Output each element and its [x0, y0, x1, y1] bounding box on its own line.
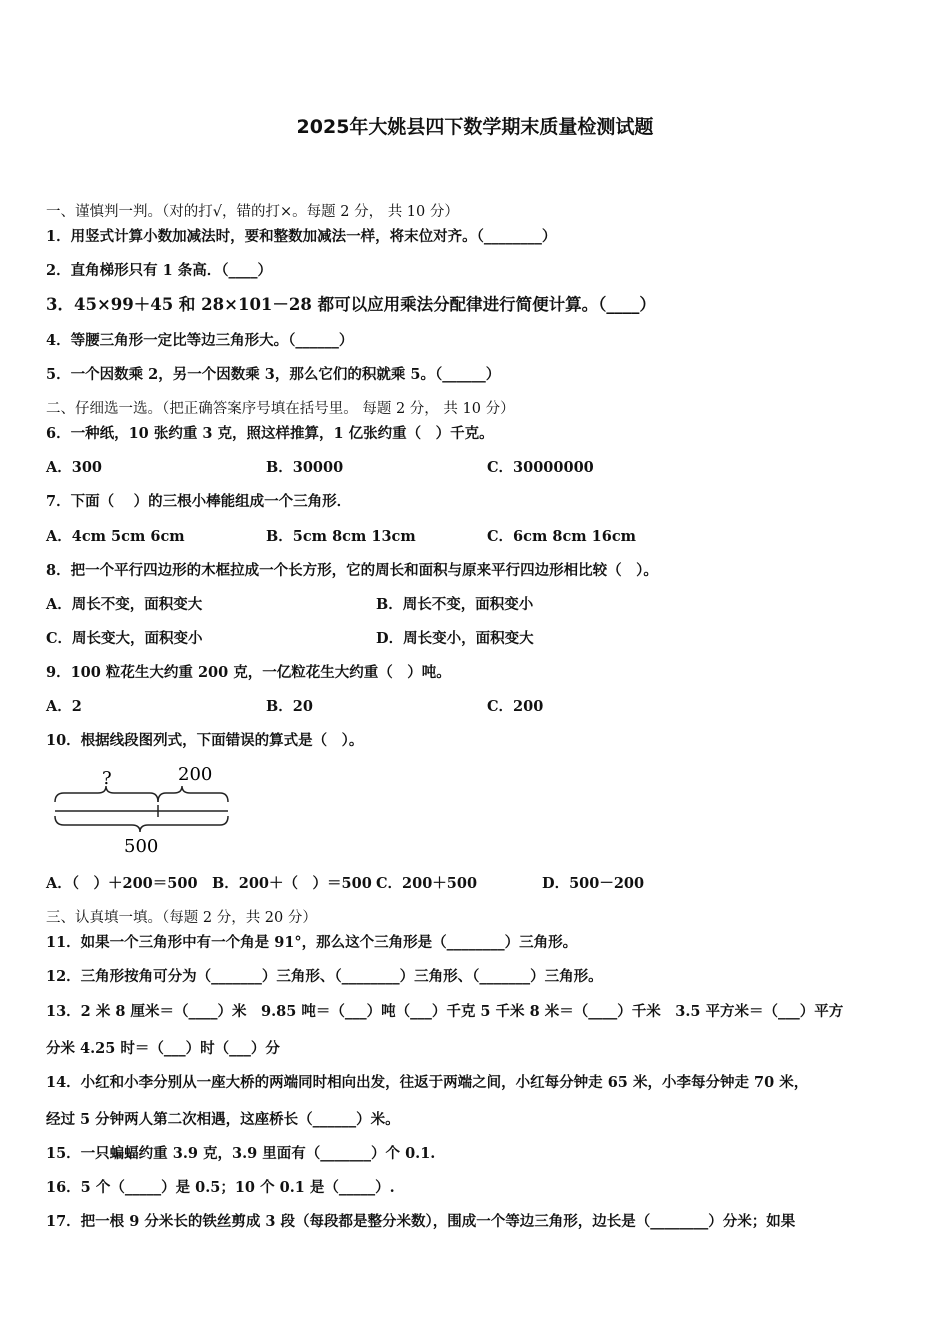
q6-option-c: C．30000000 [487, 459, 594, 476]
diagram-question-label: ? [102, 768, 112, 789]
page-title: 2025年大姚县四下数学期末质量检测试题 [296, 116, 654, 138]
question-12: 12．三角形按角可分为（_______）三角形、（________）三角形、（_______）三角形。 [46, 968, 603, 985]
q9-option-a: A．2 [46, 698, 82, 715]
q8-option-c: C．周长变大，面积变小 [46, 630, 203, 647]
q10-option-a: A．（ ）＋200＝500 [46, 875, 198, 892]
q7-option-a: A．4cm 5cm 6cm [46, 528, 185, 545]
q9-option-b: B．20 [266, 698, 313, 715]
question-13-line-1: 13．2 米 8 厘米＝（____）米 9.85 吨＝（___）吨（___）千克 5 千米 8 米＝（____）千米 3.5 平方米＝（___）平方 [46, 1003, 844, 1020]
q9-option-c: C．200 [487, 698, 544, 715]
question-14-line-2: 经过 5 分钟两人第二次相遇，这座桥长（______）米。 [46, 1111, 400, 1128]
question-8: 8．把一个平行四边形的木框拉成一个长方形，它的周长和面积与原来平行四边形相比较（ ）。 [46, 562, 658, 579]
question-4: 4．等腰三角形一定比等边三角形大。（______） [46, 332, 354, 349]
question-1: 1．用竖式计算小数加减法时，要和整数加减法一样，将末位对齐。（________） [46, 228, 557, 245]
question-9: 9．100 粒花生大约重 200 克，一亿粒花生大约重（ ）吨。 [46, 664, 451, 681]
question-2: 2．直角梯形只有 1 条高．（____） [46, 262, 273, 279]
question-3: 3．45×99＋45 和 28×101－28 都可以应用乘法分配律进行简便计算。（____） [46, 295, 656, 314]
bottom-brace [55, 816, 228, 832]
question-15: 15．一只蝙蝠约重 3.9 克，3.9 里面有（_______）个 0.1. [46, 1145, 436, 1162]
q8-option-d: D．周长变小，面积变大 [376, 630, 534, 647]
question-5: 5．一个因数乘 2，另一个因数乘 3，那么它们的积就乘 5。（______） [46, 366, 501, 383]
section-1-heading: 一、谨慎判一判。（对的打√，错的打×。每题 2 分， 共 10 分） [46, 204, 459, 220]
q7-option-c: C．6cm 8cm 16cm [487, 528, 637, 545]
question-10: 10．根据线段图列式，下面错误的算式是（ ）。 [46, 732, 364, 749]
q8-option-a: A．周长不变，面积变大 [46, 596, 203, 613]
q7-option-b: B．5cm 8cm 13cm [266, 528, 416, 545]
question-14-line-1: 14．小红和小李分别从一座大桥的两端同时相向出发，往返于两端之间，小红每分钟走 65 米，小李每分钟走 70 米， [46, 1074, 809, 1091]
q6-option-a: A．300 [46, 459, 103, 476]
question-13-line-2: 分米 4.25 时＝（___）时（___）分 [46, 1040, 280, 1057]
section-3-heading: 三、认真填一填。（每题 2 分，共 20 分） [46, 910, 317, 926]
q8-option-b: B．周长不变，面积变小 [376, 596, 534, 613]
section-2-heading: 二、仔细选一选。（把正确答案序号填在括号里。 每题 2 分， 共 10 分） [46, 401, 515, 417]
q6-option-b: B．30000 [266, 459, 344, 476]
question-16: 16．5 个（_____）是 0.5；10 个 0.1 是（_____）. [46, 1179, 395, 1196]
q10-option-c: C．200＋500 [376, 875, 478, 892]
diagram-500-label: 500 [124, 836, 159, 857]
left-top-brace [55, 786, 158, 802]
diagram-200-label: 200 [178, 764, 213, 785]
question-11: 11．如果一个三角形中有一个角是 91°，那么这个三角形是（________）三角形。 [46, 934, 578, 951]
q10-option-b: B．200＋（ ）＝500 [212, 875, 372, 892]
question-17: 17．把一根 9 分米长的铁丝剪成 3 段（每段都是整分米数），围成一个等边三角形，边长是（________）分米；如果 [46, 1213, 796, 1230]
line-segment-diagram [48, 762, 238, 858]
q10-option-d: D．500－200 [542, 875, 645, 892]
question-6: 6．一种纸，10 张约重 3 克，照这样推算，1 亿张约重（ ）千克。 [46, 425, 494, 442]
right-top-brace [158, 786, 228, 802]
question-7: 7．下面（ ）的三根小棒能组成一个三角形． [46, 493, 352, 510]
